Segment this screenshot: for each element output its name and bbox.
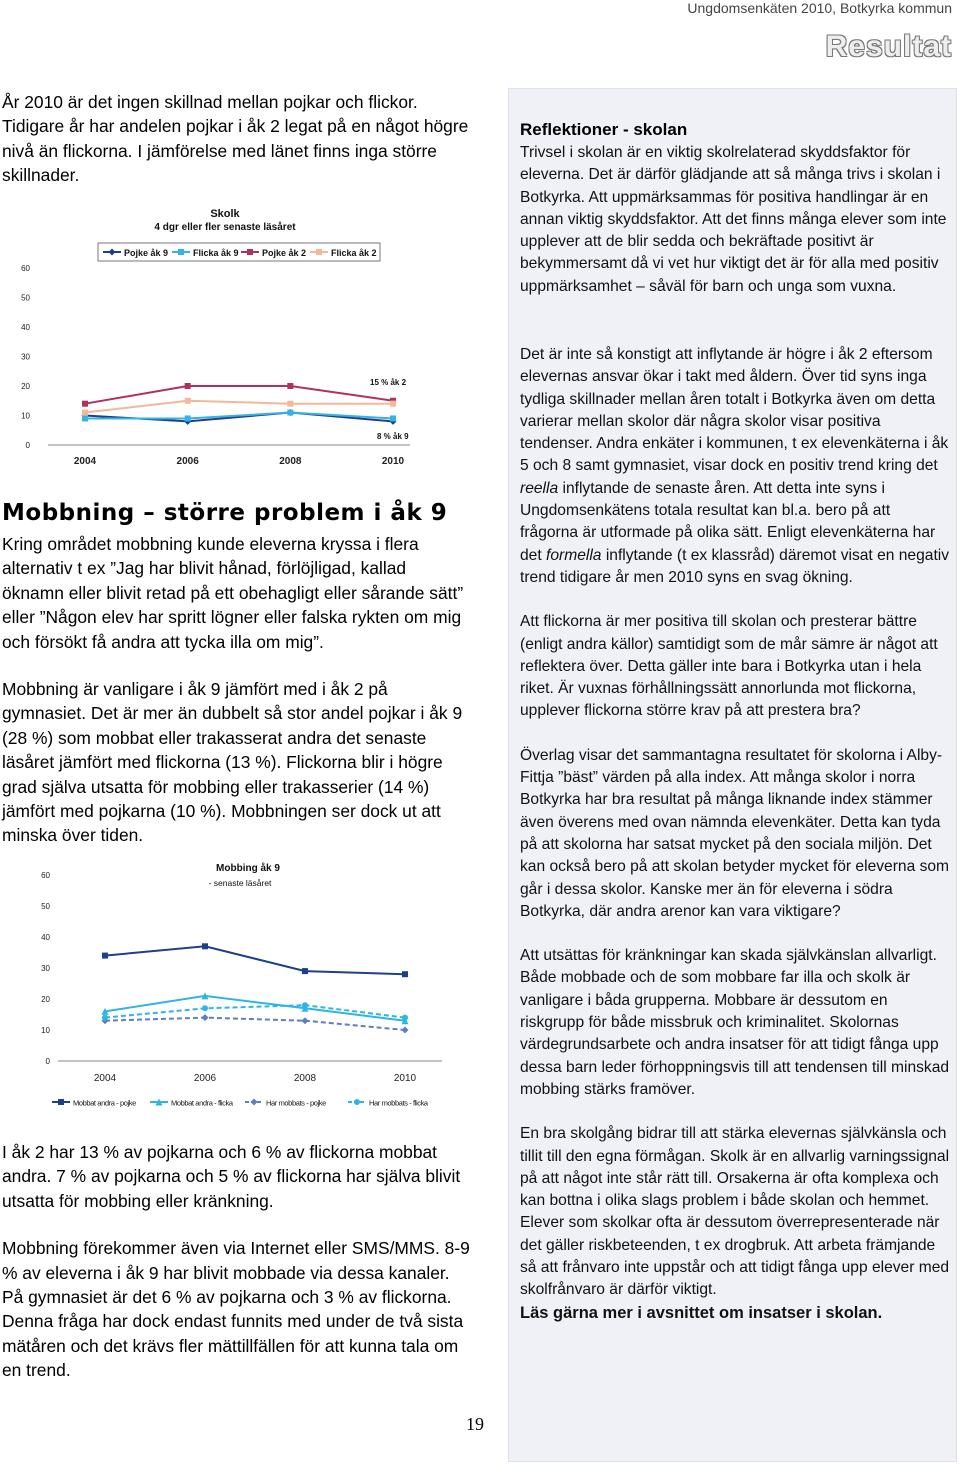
y-tick-label: 30 — [21, 352, 30, 362]
x-tick-label: 2008 — [279, 456, 302, 467]
legend-label: Mobbat andra - pojke — [73, 1098, 136, 1108]
data-point — [82, 410, 88, 416]
y-tick-label: 20 — [21, 382, 30, 391]
reflection-paragraph-2 — [520, 344, 952, 589]
legend-label: Har mobbats - pojke — [266, 1098, 326, 1108]
series-line — [85, 401, 393, 413]
y-tick-label: 30 — [41, 964, 50, 973]
series-line — [105, 996, 405, 1021]
mobbning-paragraph-1: Kring området mobbning kunde eleverna kryssa i flera alternativ t ex ”Jag har blivit hånad, förlöjligad, kallad öknamn eller blivit retad på ett obehagligt eller sårande sätt” eller ”Någon elev har spritt lögner eller falska rykten om mig och försökt få andra att tycka illa om mig”. — [2, 534, 464, 652]
data-point — [202, 1014, 209, 1021]
x-tick-label: 2004 — [93, 1073, 117, 1084]
x-tick-label: 2006 — [193, 1073, 217, 1084]
reflection-box-main — [520, 344, 952, 1324]
reflection-emphasis-formella: formella — [546, 546, 602, 564]
legend-label: Mobbat andra - flicka — [171, 1098, 233, 1108]
data-point — [82, 401, 88, 407]
y-tick-label: 60 — [21, 264, 30, 273]
series-line — [105, 1018, 405, 1030]
reflection-box-top — [520, 120, 952, 298]
legend-label: Flicka åk 2 — [331, 248, 377, 258]
data-point — [390, 401, 396, 407]
data-point — [402, 1027, 409, 1034]
data-point — [102, 1015, 108, 1021]
reflection-paragraph-6: En bra skolgång bidrar till att stärka elevernas självkänsla och tillit till den egna förmågan. Skolk är en allvarlig varningssignal på att något inte står rätt till. Orsakerna är ofta komplexa och kan bottna i olika slags problem i både skolan och hemmet. Elever som skolkar ofta är dessutom överrepresenterade när det gäller riskbeteenden, t ex drogbruk. Att arbeta främjande så att frånvaro inte uppstår och att tidigt fånga upp elever med skolfrånvaro är därför viktigt. — [520, 1125, 950, 1299]
reflection-paragraph-2-part-c: inflytande (t ex klassråd) däremot visat en negativ trend tidigare år men 2010 syns en svag ökning. — [520, 546, 950, 586]
data-point — [402, 1015, 408, 1021]
data-point — [185, 415, 191, 421]
skolk-chart — [10, 205, 430, 475]
x-tick-label: 2006 — [176, 456, 199, 467]
series-line — [105, 946, 405, 974]
mobbning-paragraph-3: I åk 2 har 13 % av pojkarna och 6 % av flickorna mobbat andra. 7 % av pojkarna och 5 % av flickorna har själva blivit utsatta för mobbing eller kränkning. — [2, 1142, 461, 1211]
y-tick-label: 0 — [45, 1057, 50, 1066]
intro-paragraph: År 2010 är det ingen skillnad mellan pojkar och flickor. Tidigare år har andelen pojkar i åk 2 legat på en något högre nivå än flickorna. I jämförelse med länet finns inga större skillnader. — [2, 92, 469, 186]
legend-label: Har mobbats - flicka — [369, 1098, 428, 1108]
x-tick-label: 2008 — [293, 1073, 317, 1084]
data-point — [287, 383, 293, 389]
series-line — [85, 413, 393, 422]
reflection-paragraph-5: Att utsättas för kränkningar kan skada självkänslan allvarligt. Både mobbade och de som mobbare far illa och skolk är vanligare i båda grupperna. Mobbare är dessutom en riskgrupp för både missbruk och kriminalitet. Skolornas värdegrundsarbete och andra insatser för att tidigt fånga upp dessa barn leder förhoppningsvis till att tendensen till minskad mobbing stärks framöver. — [520, 947, 950, 1098]
y-tick-label: 60 — [41, 871, 50, 880]
reflection-paragraph-4: Överlag visar det sammantagna resultatet för skolorna i Alby-Fittja ”bäst” värden på alla index. Att många skolor i norra Botkyrka har bra resultat på många liknande index stämmer även överens med ovan nämnda elevenkäter. Detta kan tyda på att skolorna har satsat mycket på den sociala miljön. Det kan också bero på att skolan betyder mycket för eleverna som går i dessa skolor. Kanske mer än för eleverna i södra Botkyrka, där andra arenor kan vara viktigare? — [520, 746, 950, 920]
series-line — [85, 386, 393, 404]
chart-subtitle: - senaste läsåret — [208, 878, 272, 888]
reflection-paragraph-1: Trivsel i skolan är en viktig skolrelaterad skyddsfaktor för eleverna. Det är därför glädjande att så många trivs i skolan i Botkyrka. Att uppmärksammas för positiva handlingar är en annan viktig skyddsfaktor. Att det finns många elever som inte upplever att de blir sedda och bekräftade positivt är bekymmersamt då vi vet hur viktigt det är för alla med positiv uppmärksamhet – såväl för barn och unga som vuxna. — [520, 144, 947, 295]
section-title: Resultat — [825, 30, 952, 63]
data-point — [302, 968, 308, 974]
intro-block — [2, 90, 472, 188]
publication-title: Ungdomsenkäten 2010, Botkyrka kommun — [687, 0, 952, 16]
legend-marker — [354, 1099, 360, 1105]
legend-label: Pojke åk 2 — [262, 248, 307, 258]
y-tick-label: 50 — [21, 293, 30, 303]
data-point — [202, 943, 208, 949]
legend-marker — [316, 249, 322, 255]
y-tick-label: 10 — [21, 411, 30, 421]
legend-marker — [58, 1099, 64, 1105]
mobbning-heading: Mobbning – större problem i åk 9 — [2, 500, 448, 526]
mobbning-block-2 — [2, 1140, 472, 1383]
legend-marker — [251, 1099, 258, 1106]
legend-label: Flicka åk 9 — [193, 248, 239, 258]
legend-label: Pojke åk 9 — [124, 248, 169, 258]
legend-marker — [178, 249, 184, 255]
reflection-heading: Reflektioner - skolan — [520, 120, 688, 139]
reflection-paragraph-2-part-b: inflytande de senaste åren. Att detta inte syns i Ungdomsenkätens totala resultat kan bl.a. bero på att frågorna är utformade på olika sätt. Enligt elevenkäterna har det — [520, 479, 936, 564]
mobbing-chart — [30, 858, 450, 1118]
data-point — [302, 1002, 308, 1008]
data-point — [185, 383, 191, 389]
data-point — [287, 410, 293, 416]
x-tick-label: 2010 — [393, 1073, 417, 1084]
y-tick-label: 10 — [41, 1026, 50, 1035]
mobbning-paragraph-4: Mobbning förekommer även via Internet eller SMS/MMS. 8-9 % av eleverna i åk 9 har blivit mobbade via dessa kanaler. På gymnasiet är det 6 % av pojkarna och 3 % av flickorna. Denna fråga har dock endast funnits med under de två sista mätåren och det krävs fler mättillfällen för att kunna tala om en trend. — [2, 1238, 470, 1381]
y-tick-label: 0 — [25, 441, 30, 450]
reflection-paragraph-3: Att flickorna är mer positiva till skolan och presterar bättre (enligt andra källor) samtidigt som de mår sämre är något att reflektera över. Detta gäller inte bara i Botkyrka utan i hela riket. Är vuxnas förhållningssätt annorlunda mot flickorna, upplever flickorna större krav på att prestera bra? — [520, 613, 938, 720]
chart-title: Skolk — [210, 208, 240, 220]
y-tick-label: 50 — [41, 902, 50, 911]
mobbning-block-1 — [2, 532, 472, 848]
data-point — [185, 398, 191, 404]
y-tick-label: 20 — [41, 995, 50, 1004]
x-tick-label: 2010 — [381, 456, 405, 467]
annotation-label: 8 % åk 9 — [377, 432, 409, 441]
y-tick-label: 40 — [21, 323, 30, 332]
data-point — [302, 1017, 309, 1024]
reflection-paragraph-2-part-a: Det är inte så konstigt att inflytande är högre i åk 2 eftersom elevernas ansvar ökar i takt med åldern. Över tid syns inga tydliga skillnader mellan åren totalt i Botkyrka även om detta varierar mellan skolor där några skolor visar positiva tendenser. Andra enkäter i kommunen, t ex elevenkäterna i åk 5 och 8 samt gymnasiet, visar dock en positiv trend kring det — [520, 346, 949, 475]
chart-title: Mobbing åk 9 — [216, 863, 280, 874]
data-point — [402, 971, 408, 977]
mobbning-paragraph-2: Mobbning är vanligare i åk 9 jämfört med i åk 2 på gymnasiet. Det är mer än dubbelt så stor andel pojkar i åk 9 (28 %) som mobbat eller trakasserat andra det senaste läsåret jämfört med flickorna (13 %). Flickorna blir i högre grad själva utsatta för mobbing eller trakasserier (14 %) jämfört med pojkarna (10 %). Mobbningen ser dock ut att minska över tiden. — [2, 679, 463, 846]
data-point — [102, 953, 108, 959]
data-point — [287, 401, 293, 407]
reflection-closing: Läs gärna mer i avsnittet om insatser i skolan. — [520, 1303, 883, 1322]
data-point — [202, 1005, 208, 1011]
page-number: 19 — [466, 1414, 484, 1434]
x-tick-label: 2004 — [73, 456, 97, 467]
annotation-label: 15 % åk 2 — [370, 378, 407, 387]
data-point — [390, 415, 396, 421]
y-tick-label: 40 — [41, 933, 50, 942]
legend-marker — [247, 249, 253, 255]
reflection-emphasis-reella: reella — [520, 479, 559, 497]
chart-subtitle: 4 dgr eller fler senaste läsåret — [154, 222, 296, 233]
data-point — [82, 415, 88, 421]
